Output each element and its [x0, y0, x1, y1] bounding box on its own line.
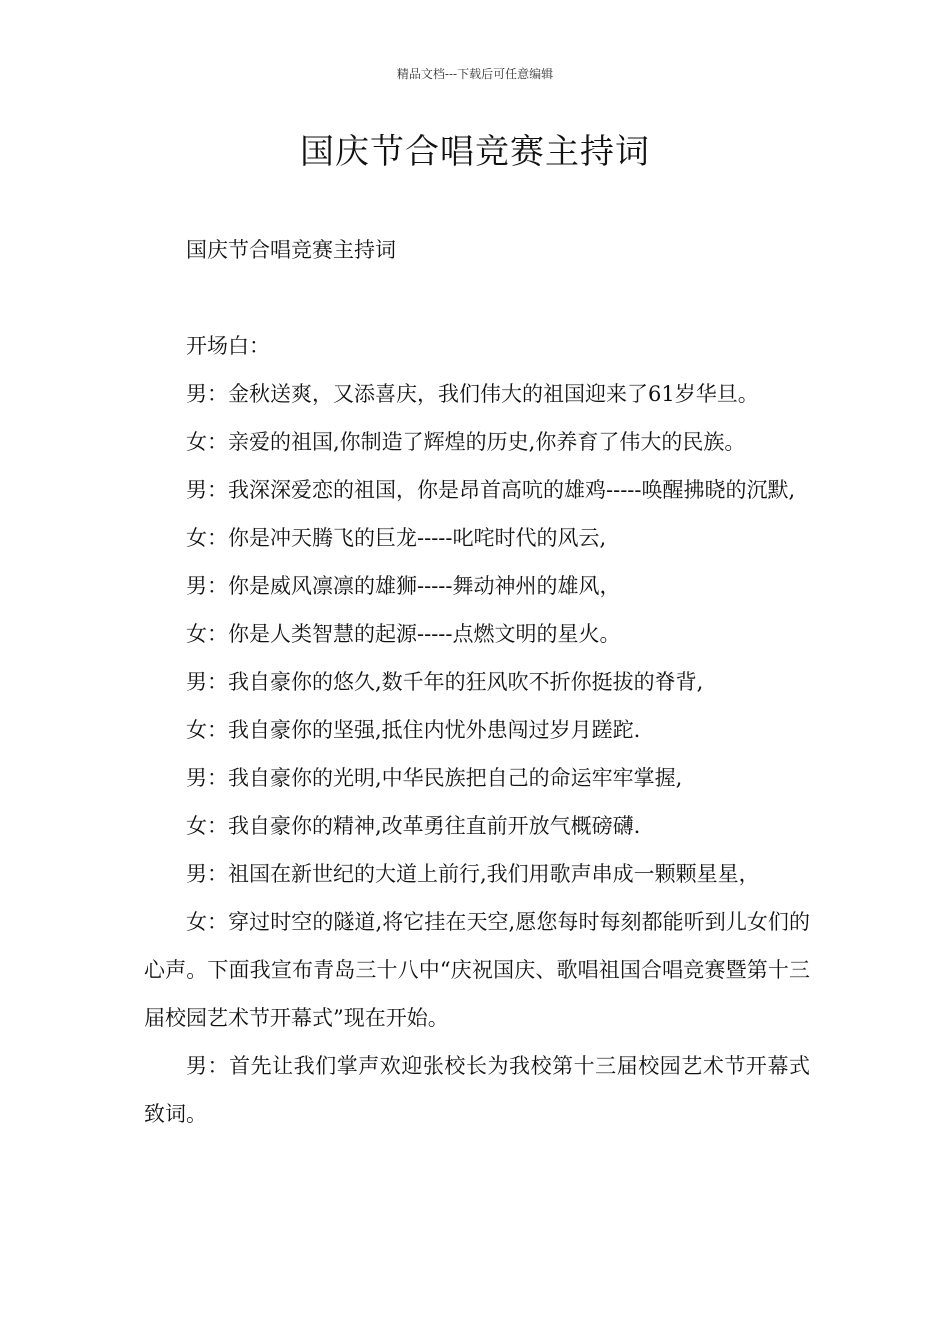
- document-title: 国庆节合唱竞赛主持词: [300, 132, 650, 172]
- paragraph: 女：我自豪你的坚强,抵住内忧外患闯过岁月蹉跎.: [186, 718, 641, 742]
- paragraph: 男：我自豪你的光明,中华民族把自己的命运牢牢掌握,: [186, 766, 683, 790]
- paragraph: 男：首先让我们掌声欢迎张校长为我校第十三届校园艺术节开幕式致词。: [144, 1054, 810, 1126]
- paragraph: 男：金秋送爽，又添喜庆，我们伟大的祖国迎来了61岁华旦。: [186, 382, 759, 406]
- paragraph: 男：你是威风凛凛的雄狮-----舞动神州的雄风，: [186, 574, 621, 598]
- document-body: [144, 226, 810, 1138]
- document-subtitle: 国庆节合唱竞赛主持词: [186, 238, 396, 262]
- paragraph: 男：祖国在新世纪的大道上前行,我们用歌声串成一颗颗星星，: [186, 862, 760, 886]
- paragraph: 男：我深深爱恋的祖国，你是昂首高吭的雄鸡-----唤醒拂晓的沉默,: [186, 478, 796, 502]
- paragraph: 女：你是人类智慧的起源-----点燃文明的星火。: [186, 622, 621, 646]
- paragraph: 女：亲爱的祖国,你制造了辉煌的历史,你养育了伟大的民族。: [186, 430, 746, 454]
- paragraph: 女：我自豪你的精神,改革勇往直前开放气概磅礴.: [186, 814, 641, 838]
- paragraph-opening: 开场白：: [186, 334, 270, 358]
- page-header-note: 精品文档---下载后可任意编辑: [396, 67, 554, 81]
- paragraph: 女：穿过时空的隧道,将它挂在天空,愿您每时每刻都能听到儿女们的心声。下面我宣布青岛三十八中“庆祝国庆、歌唱祖国合唱竞赛暨第十三届校园艺术节开幕式”现在开始。: [144, 910, 810, 1030]
- paragraph: 女：你是冲天腾飞的巨龙-----叱咤时代的风云,: [186, 526, 607, 550]
- paragraph: 男：我自豪你的悠久,数千年的狂风吹不折你挺拔的脊背,: [186, 670, 704, 694]
